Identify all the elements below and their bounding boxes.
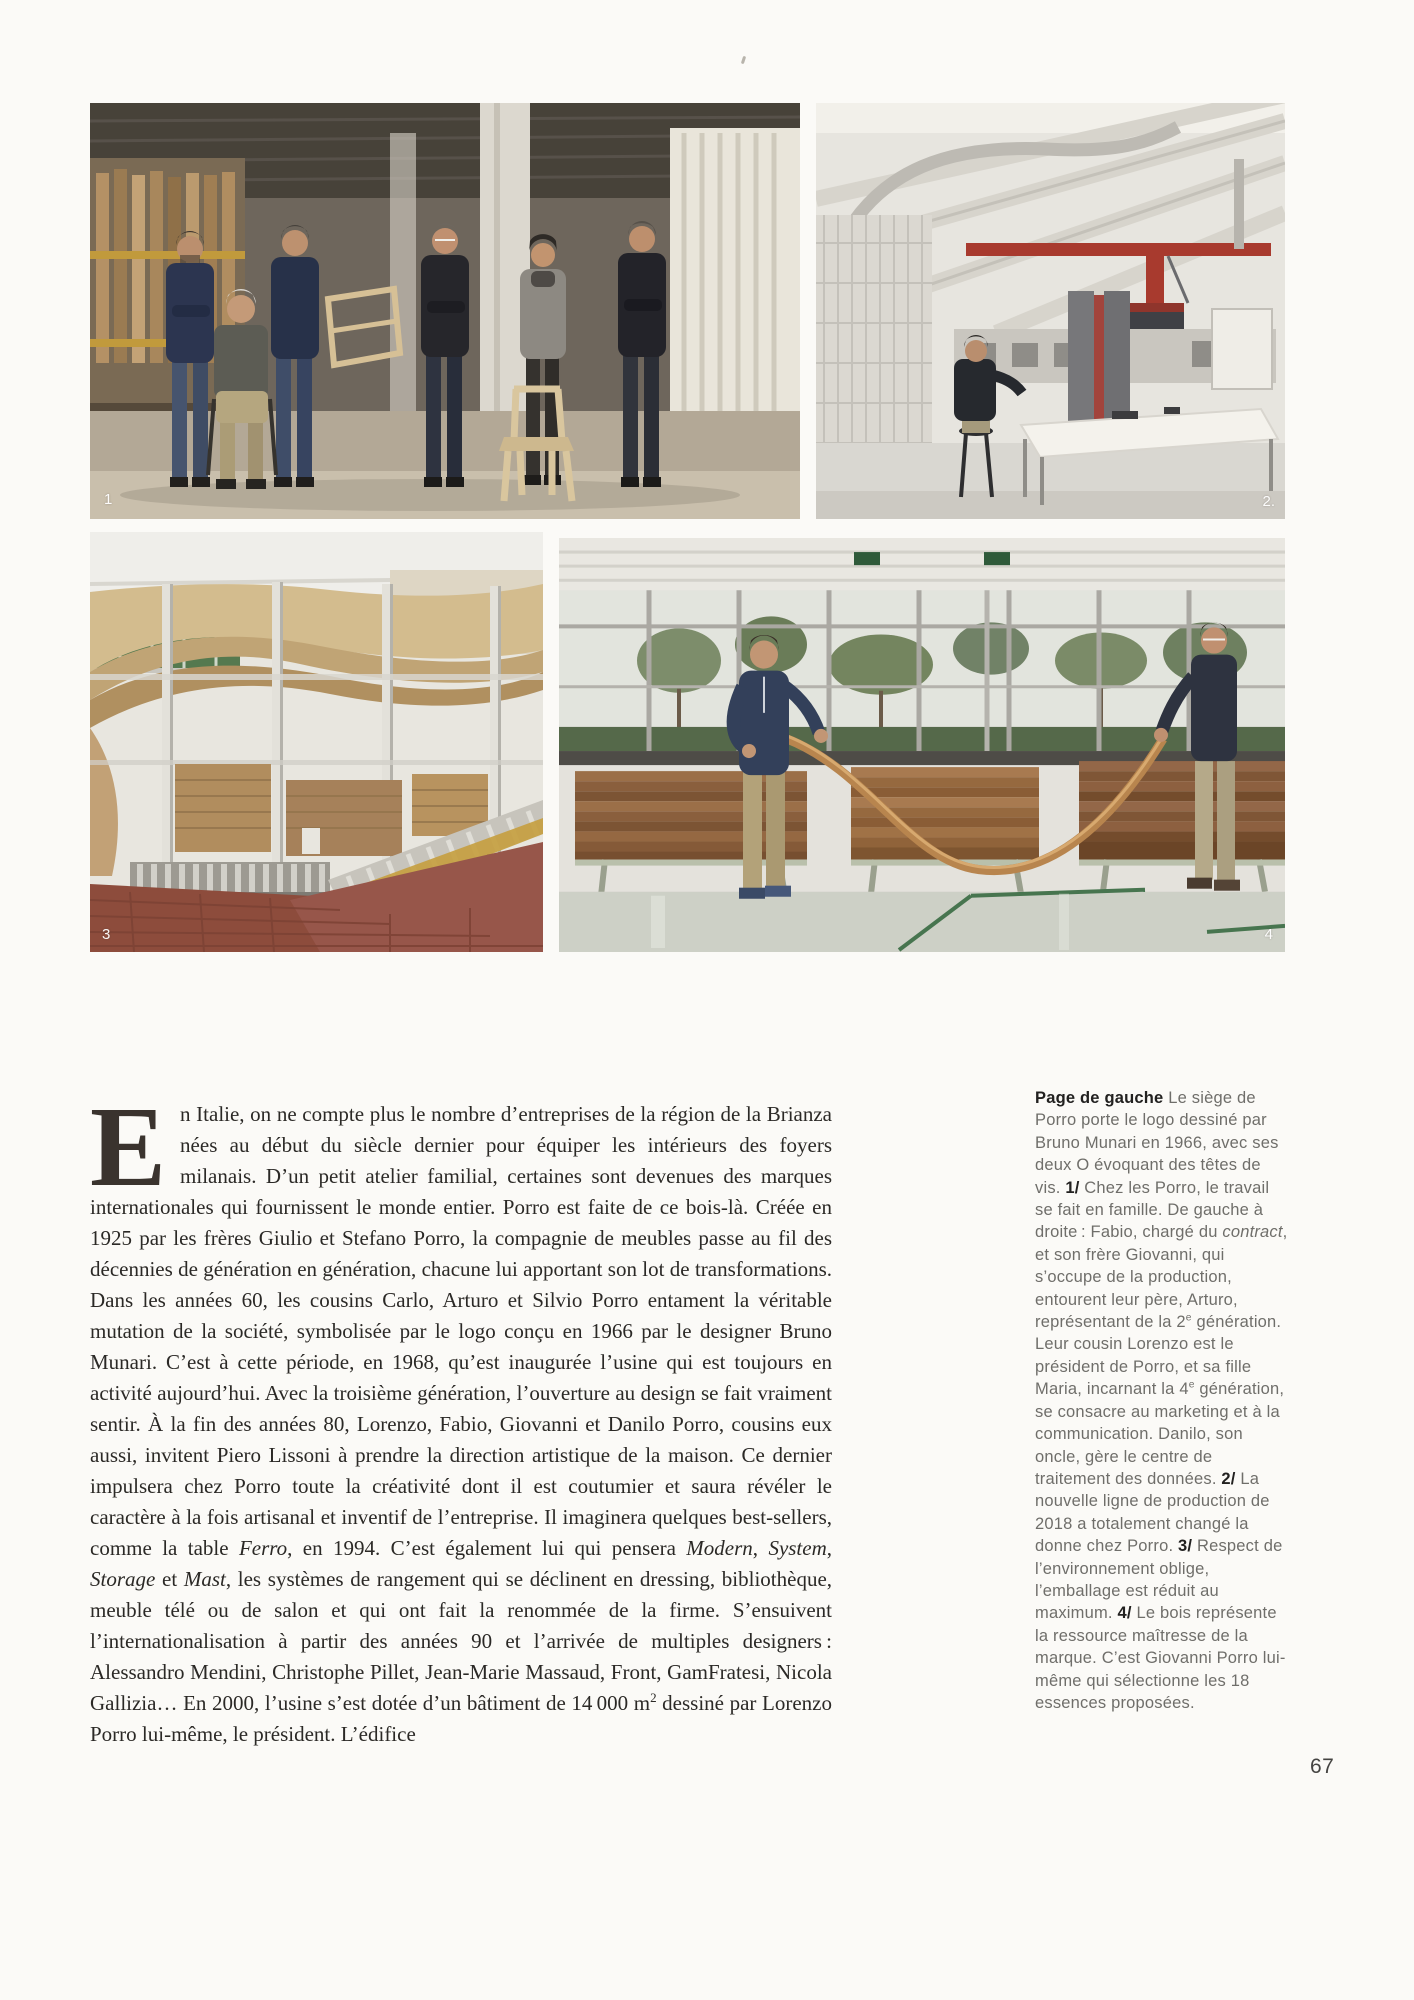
page-number: 67 [1310, 1755, 1335, 1778]
photo-1-illustration [90, 103, 800, 519]
photo-4-number: 4 [1264, 926, 1273, 943]
photo-1-family-group [90, 103, 800, 519]
photo-4-bentwood-test [559, 538, 1285, 952]
photo-2-illustration [816, 103, 1285, 519]
photo-2-production-line [816, 103, 1285, 519]
scan-artifact [741, 56, 746, 65]
photo-3-illustration [90, 532, 543, 952]
exit-sign [854, 552, 880, 565]
caption-text: Page de gauche Le siège de Porro porte le logo dessiné par Bruno Munari en 1966, avec ses deux O évoquant des têtes de vis. 1/ Chez les Porro, le travail se fait en famille. De gauche à droite : Fabio, chargé du contract, et son frère Giovanni, qui s’occupe de la production, entourent leur père, Arturo, représentant de la 2e génération. Leur cousin Lorenzo est le président de Porro, et sa fille Maria, incarnant la 4e génération, se consacre au marketing et à la communication. Danilo, son oncle, gère le centre de traitement des données. 2/ La nouvelle ligne de production de 2018 a totalement changé la donne chez Porro. 3/ Respect de l’environnement oblige, l’emballage est réduit au maximum. 4/ Le bois représente la ressource maîtresse de la marque. C’est Giovanni Porro lui-même qui sélectionne les 18 essences proposées. [1035, 1089, 1288, 1712]
article-text: n Italie, on ne compte plus le nombre d’entreprises de la région de la Brianza nées au début du siècle dernier pour équiper les intérieurs des foyers milanais. D’un petit atelier familial, certaines sont devenues des marques internationales qui fournissent le monde entier. Porro est faite de ce bois-là. Créée en 1925 par les frères Giulio et Stefano Porro, la compagnie de meubles passe au fil des décennies de génération en génération, chacune lui apportant son lot de transformations. Dans les années 60, les cousins Carlo, Arturo et Silvio Porro entament la véritable mutation de la société, symbolisée par le logo conçu en 1966 par le designer Bruno Munari. C’est à cette période, en 1968, qu’est inaugurée l’usine qui est toujours en activité aujourd’hui. Avec la troisième génération, l’ouverture au design se fait vraiment sentir. À la fin des années 80, Lorenzo, Fabio, Giovanni et Danilo Porro, cousins eux aussi, invitent Piero Lissoni à prendre la direction artistique de la maison. Ce dernier impulsera chez Porro toute la créativité dont il est coutumier et saura révéler le caractère à la fois artisanal et inventif de l’entreprise. Il imaginera quelques best-sellers, comme la table Ferro, en 1994. C’est également lui qui pensera Modern, System, Storage et Mast, les systèmes de rangement qui se déclinent en dressing, bibliothèque, meuble télé ou de salon et qui ont fait la renommée de la firme. S’ensuivent l’internationalisation à partir des années 90 et l’arrivée de multiples designers : Alessandro Mendini, Christophe Pillet, Jean-Marie Massaud, Front, GamFratesi, Nicola Gallizia… En 2000, l’usine s’est dotée d’un bâtiment de 14 000 $m^2$ dessiné par Lorenzo Porro lui-même, le président. L’édifice [90, 1102, 833, 1746]
drop-cap: E [90, 1083, 167, 1210]
caption-sidebar [1035, 1087, 1289, 1714]
window-wall [559, 590, 1285, 751]
photo-1-number: 1 [104, 491, 113, 508]
photo-3-plywood-workshop [90, 532, 543, 952]
photo-2-number: 2. [1262, 493, 1275, 510]
white-pillar-small [390, 133, 416, 413]
photo-3-number: 3 [102, 926, 111, 943]
article-body [90, 1083, 833, 1750]
exit-sign [984, 552, 1010, 565]
photo-4-illustration [559, 538, 1285, 952]
